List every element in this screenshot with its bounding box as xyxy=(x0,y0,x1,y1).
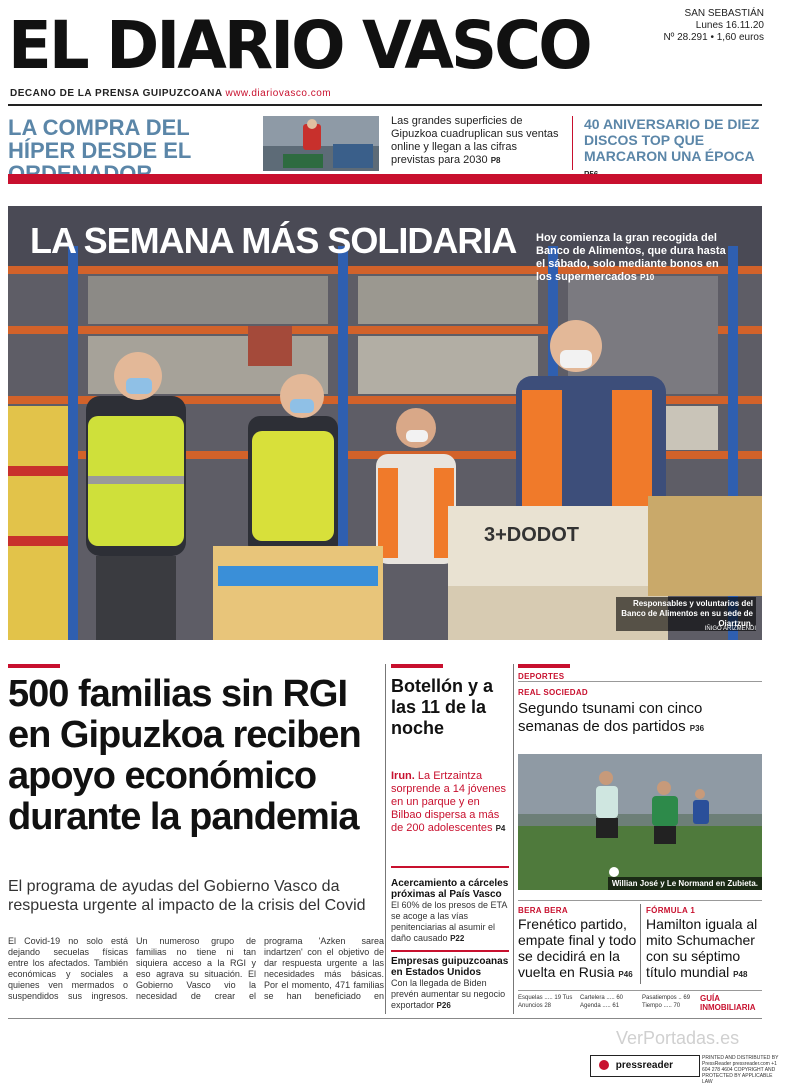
sports-kicker-real: REAL SOCIEDAD xyxy=(518,688,588,697)
box-label: 3+DODOT xyxy=(484,524,580,546)
lead-body-text: El Covid-19 no solo está dejando secuelas físicas entre los afectados. También económicas y sociales a quienes ven mermados o suspendidos sus ingresos. Un numeroso grupo de familias no tiene ni tan siquiera acceso a la RGI y eso agrava su situación. El Gobierno Vasco vio la necesidad de crear el programa 'Azken sarea indartzen' con el objetivo de dar respuesta urgente a las necesidades más básicas. Por el momento, 471 familias se han beneficiado en xyxy=(8,936,384,1001)
pressreader-logo-icon xyxy=(599,1060,609,1070)
sports-section-label: DEPORTES xyxy=(518,672,565,681)
teaser-online-sales-page: P8 xyxy=(490,156,501,165)
pressreader-label: pressreader xyxy=(615,1060,674,1071)
sports-headline-real[interactable] xyxy=(518,700,762,738)
column-divider-1 xyxy=(385,664,386,1014)
index-col-1: Esquelas ..... 19 Tus Anuncios 28 xyxy=(518,995,573,1009)
teaser-online-sales-text: Las grandes superficies de Gipuzkoa cuadruplican sus ventas online y llegan a las cifras previstas para 2030 xyxy=(391,115,559,166)
sports-headline-real-page: P36 xyxy=(689,724,705,733)
middle-story-kicker: Irun. xyxy=(391,770,415,782)
sports-rule-2 xyxy=(518,900,762,901)
photo-headline: LA SEMANA MÁS SOLIDARIA xyxy=(30,220,517,261)
column-divider-2 xyxy=(513,664,514,1014)
middle-story-text: La Ertzaintza sorprende a 14 jóvenes en un parque y en Bilbao dispersa a más de 200 adolescentes xyxy=(391,770,506,834)
lead-headline[interactable]: 500 familias sin RGI en Gipuzkoa reciben apoyo económico durante la pandemia xyxy=(8,673,361,838)
guide-label[interactable]: GUÍA INMOBILIARIA xyxy=(700,994,756,1012)
brief-empresas-head: Empresas guipuzcoanas en Estados Unidos xyxy=(391,956,509,978)
edition-city: SAN SEBASTIÁN xyxy=(684,8,764,19)
brief-carceles-text: El 60% de los presos de ETA se acoge a las vías penitenciarias al asumir el daño causado xyxy=(391,900,507,943)
watermark: VerPortadas.es xyxy=(616,1028,740,1048)
index-rule xyxy=(518,990,762,991)
brief-empresas-page: P26 xyxy=(436,1001,451,1010)
footer-rule xyxy=(8,1018,762,1019)
supermarket-photo-icon xyxy=(263,116,379,171)
teaser-online-sales[interactable] xyxy=(391,115,561,167)
sports-accent xyxy=(518,664,570,668)
main-photo[interactable] xyxy=(8,206,762,640)
index-col-2: Cartelera ..... 60 Agenda ..... 61 xyxy=(580,995,624,1009)
teaser-discos-title: 40 ANIVERSARIO DE DIEZ DISCOS TOP QUE MARCARON UNA ÉPOCA xyxy=(584,116,760,164)
teaser-hiper-photo xyxy=(263,116,379,171)
middle-accent xyxy=(391,664,443,668)
brief-carceles[interactable] xyxy=(391,878,511,944)
sports-story-bera-text: Frenético partido, empate final y todo se decidirá en la vuelta en Rusia xyxy=(518,916,637,980)
brief-empresas-text: Con la llegada de Biden prevén aumentar su negocio exportador xyxy=(391,978,506,1010)
site-url[interactable]: www.diariovasco.com xyxy=(225,88,332,99)
photo-dek xyxy=(536,232,736,284)
photo-dek-text: Hoy comienza la gran recogida del Banco de Alimentos, que dura hasta el sábado, solo mediante bonos en los supermercados xyxy=(536,232,726,283)
index-col-3: Pasatiempos .. 69 Tiempo ..... 70 xyxy=(642,995,691,1009)
masthead-rule xyxy=(8,104,762,106)
sports-story-f1[interactable] xyxy=(646,916,762,983)
sports-rule xyxy=(518,681,762,682)
sports-story-bera-page: P46 xyxy=(618,970,633,979)
photo-dek-page: P10 xyxy=(639,273,655,282)
tagline xyxy=(10,88,331,99)
edition-info xyxy=(663,8,764,44)
edition-number: Nº 28.291 • 1,60 euros xyxy=(663,32,764,43)
middle-story[interactable] xyxy=(391,770,509,835)
football-training-illustration xyxy=(518,754,762,890)
sports-story-bera[interactable] xyxy=(518,916,638,983)
sports-photo-caption: Willian José y Le Normand en Zubieta. xyxy=(608,877,762,890)
red-banner-bar xyxy=(8,174,762,184)
brief-carceles-head: Acercamiento a cárceles próximas al País Vasco xyxy=(391,878,509,900)
sports-story-f1-page: P48 xyxy=(733,970,748,979)
sports-kicker-f1: FÓRMULA 1 xyxy=(646,906,696,915)
teaser-discos[interactable] xyxy=(584,116,769,183)
brief-empresas[interactable] xyxy=(391,956,511,1011)
middle-separator-1 xyxy=(391,866,509,868)
lead-accent xyxy=(8,664,60,668)
sports-inner-divider xyxy=(640,904,641,984)
tagline-text: DECANO DE LA PRENSA GUIPUZCOANA xyxy=(10,88,223,99)
pressreader-badge[interactable] xyxy=(590,1055,700,1077)
pressreader-info: PRINTED AND DISTRIBUTED BY PressReader pressreader.com +1 604 278 4604 COPYRIGHT AND PROTECTED BY APPLICABLE LAW xyxy=(702,1055,779,1083)
teaser-divider xyxy=(572,116,573,170)
sports-photo[interactable] xyxy=(518,754,762,890)
photo-caption: Responsables y voluntarios del Banco de Alimentos en su sede de Oiartzun. xyxy=(616,597,756,631)
edition-date: Lunes 16.11.20 xyxy=(695,20,764,31)
sports-story-f1-text: Hamilton iguala al mito Schumacher con su séptimo título mundial xyxy=(646,916,758,980)
middle-separator-2 xyxy=(391,950,509,952)
middle-story-page: P4 xyxy=(495,824,506,833)
photo-credit: IÑIGO ARIZMENDI xyxy=(704,626,756,632)
lead-body xyxy=(8,936,384,1012)
sports-kicker-bera: BERA BERA xyxy=(518,906,568,915)
brief-carceles-page: P22 xyxy=(450,934,465,943)
middle-headline[interactable]: Botellón y a las 11 de la noche xyxy=(391,676,494,738)
masthead-title: EL DIARIO VASCO xyxy=(8,7,590,84)
teaser-hiper[interactable]: LA COMPRA DEL HÍPER DESDE EL xyxy=(8,115,191,163)
lead-dek: El programa de ayudas del Gobierno Vasco da respuesta urgente al impacto de la crisis del Covid xyxy=(8,878,366,914)
sports-headline-real-text: Segundo tsunami con cinco semanas de dos partidos xyxy=(518,700,703,735)
